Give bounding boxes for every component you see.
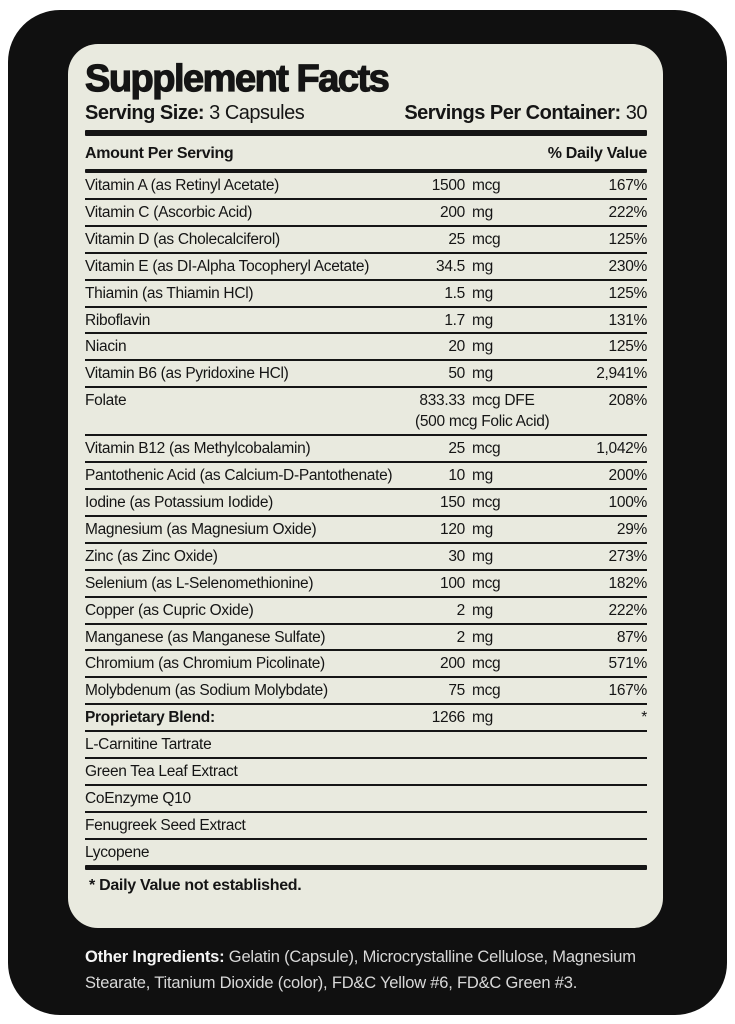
daily-value: 208%: [608, 392, 647, 410]
amount-unit: mg: [472, 709, 493, 727]
daily-value: 571%: [608, 655, 647, 673]
table-row-main: [85, 629, 647, 648]
ingredient-amount: [381, 258, 559, 277]
table-row: [85, 598, 647, 625]
table-row: [85, 200, 647, 227]
table-row: [85, 388, 647, 436]
amount-unit: mg: [472, 338, 493, 356]
ingredient-name: Riboflavin: [85, 311, 151, 329]
table-row: [85, 436, 647, 463]
daily-value: *: [641, 709, 647, 727]
amount-value: 100: [440, 574, 465, 592]
amount-value: 75: [448, 682, 465, 700]
ingredient-amount: [381, 204, 559, 223]
ingredient-amount: [381, 682, 559, 701]
ingredient-amount: [381, 338, 559, 357]
daily-value: 200%: [608, 467, 647, 485]
serving-size-label: Serving Size:: [85, 102, 205, 124]
ingredient-name: Fenugreek Seed Extract: [85, 816, 246, 834]
ingredient-amount: [381, 629, 559, 648]
amount-subline: (500 mcg Folic Acid): [415, 413, 550, 431]
amount-value: 20: [448, 338, 465, 356]
table-row-main: [85, 844, 647, 863]
table-row: [85, 463, 647, 490]
ingredient-amount: [381, 231, 559, 250]
table-row: [85, 334, 647, 361]
table-row-main: [85, 709, 647, 728]
table-row-main: [85, 494, 647, 513]
daily-value: 167%: [608, 682, 647, 700]
ingredient-name: Green Tea Leaf Extract: [85, 763, 238, 781]
serving-info-row: [85, 102, 647, 125]
table-row-main: [85, 521, 647, 540]
amount-unit: mcg: [472, 682, 501, 700]
ingredient-name: Selenium (as L-Selenomethionine): [85, 574, 314, 592]
amount-value: 200: [440, 655, 465, 673]
table-header-row: [85, 140, 647, 167]
ingredient-name: Vitamin B12 (as Methylcobalamin): [85, 440, 311, 458]
daily-value: 1,042%: [596, 440, 647, 458]
table-row: [85, 517, 647, 544]
daily-value: 222%: [608, 601, 647, 619]
amount-unit: mg: [472, 203, 493, 221]
daily-value: 2,941%: [596, 365, 647, 383]
table-row: [85, 759, 647, 786]
amount-unit: mg: [472, 520, 493, 538]
ingredient-name: Vitamin B6 (as Pyridoxine HCl): [85, 365, 289, 383]
table-row-main: [85, 392, 647, 411]
table-row: [85, 813, 647, 840]
table-row: [85, 571, 647, 598]
amount-unit: mg: [472, 547, 493, 565]
table-row: [85, 361, 647, 388]
amount-unit: mcg: [472, 440, 501, 458]
amount-unit: mg: [472, 284, 493, 302]
table-row: [85, 840, 647, 865]
amount-unit: mcg DFE: [472, 392, 535, 410]
daily-value: 29%: [616, 520, 647, 538]
ingredient-amount: [381, 365, 559, 384]
amount-value: 833.33: [419, 392, 465, 410]
amount-unit: mg: [472, 365, 493, 383]
daily-value: 100%: [608, 493, 647, 511]
daily-value: 222%: [608, 203, 647, 221]
amount-unit: mg: [472, 628, 493, 646]
servings-per-container: [404, 102, 647, 125]
serving-size: [85, 102, 304, 125]
amount-value: 25: [448, 440, 465, 458]
ingredient-name: Zinc (as Zinc Oxide): [85, 547, 218, 565]
ingredient-name: Niacin: [85, 338, 127, 356]
daily-value: 131%: [608, 311, 647, 329]
ingredient-amount: [381, 285, 559, 304]
ingredient-name: Folate: [85, 392, 127, 410]
ingredient-amount: [381, 177, 559, 196]
amount-unit: mg: [472, 601, 493, 619]
amount-unit: mg: [472, 467, 493, 485]
servings-per-container-label: Servings Per Container:: [404, 102, 621, 124]
ingredient-amount: [381, 392, 559, 411]
ingredient-name: Manganese (as Manganese Sulfate): [85, 628, 326, 646]
ingredient-amount: [381, 602, 559, 621]
ingredient-name: Molybdenum (as Sodium Molybdate): [85, 682, 328, 700]
supplement-facts-panel: [68, 44, 663, 928]
supplement-label-card: [8, 10, 727, 1015]
table-row: [85, 544, 647, 571]
table-row-main: [85, 575, 647, 594]
table-row: [85, 173, 647, 200]
table-row: [85, 281, 647, 308]
facts-rows: [85, 173, 647, 865]
daily-value: 125%: [608, 230, 647, 248]
amount-value: 2: [456, 601, 465, 619]
amount-value: 1.5: [444, 284, 465, 302]
table-row-main: [85, 285, 647, 304]
table-row-main: [85, 231, 647, 250]
table-row-main: [85, 736, 647, 755]
ingredient-amount: [381, 575, 559, 594]
amount-value: 2: [456, 628, 465, 646]
table-row: [85, 705, 647, 732]
ingredient-amount: [381, 467, 559, 486]
divider-thick-top: [85, 130, 647, 136]
amount-unit: mg: [472, 311, 493, 329]
ingredient-amount: [381, 521, 559, 540]
daily-value: 230%: [608, 257, 647, 275]
table-row-main: [85, 790, 647, 809]
daily-value: 273%: [608, 547, 647, 565]
ingredient-amount: [381, 312, 559, 331]
amount-value: 1.7: [444, 311, 465, 329]
amount-value: 120: [440, 520, 465, 538]
table-row: [85, 227, 647, 254]
amount-unit: mg: [472, 257, 493, 275]
ingredient-name: Thiamin (as Thiamin HCl): [85, 284, 254, 302]
serving-size-value: 3 Capsules: [209, 102, 305, 124]
amount-value: 200: [440, 203, 465, 221]
ingredient-name: Magnesium (as Magnesium Oxide): [85, 520, 317, 538]
table-row-main: [85, 682, 647, 701]
other-ingredients-label: Other Ingredients:: [85, 948, 225, 966]
daily-value: 125%: [608, 338, 647, 356]
table-row-main: [85, 365, 647, 384]
daily-value: 182%: [608, 574, 647, 592]
other-ingredients: [85, 945, 690, 996]
ingredient-name: Vitamin D (as Cholecalciferol): [85, 230, 280, 248]
table-row-main: [85, 177, 647, 196]
table-row-main: [85, 258, 647, 277]
ingredient-amount: [381, 440, 559, 459]
table-row: [85, 786, 647, 813]
table-row: [85, 625, 647, 652]
ingredient-name: Iodine (as Potassium Iodide): [85, 493, 274, 511]
amount-unit: mcg: [472, 177, 501, 194]
table-row: [85, 308, 647, 335]
table-row-main: [85, 204, 647, 223]
amount-unit: mcg: [472, 493, 501, 511]
amount-value: 50: [448, 365, 465, 383]
amount-value: 1266: [431, 709, 465, 727]
ingredient-amount: [381, 709, 559, 728]
daily-value-footnote: * Daily Value not established.: [89, 876, 302, 894]
ingredient-amount: [381, 548, 559, 567]
table-row: [85, 651, 647, 678]
servings-per-container-value: 30: [625, 102, 647, 124]
amount-value: 34.5: [436, 257, 465, 275]
ingredient-name: Vitamin C (Ascorbic Acid): [85, 203, 253, 221]
daily-value: 87%: [616, 628, 647, 646]
ingredient-name: Vitamin A (as Retinyl Acetate): [85, 177, 280, 194]
panel-title: Supplement Facts: [85, 58, 389, 100]
table-row-main: [85, 548, 647, 567]
daily-value: 167%: [608, 177, 647, 194]
ingredient-name: Chromium (as Chromium Picolinate): [85, 655, 325, 673]
ingredient-name: L-Carnitine Tartrate: [85, 736, 212, 754]
table-row-main: [85, 440, 647, 459]
amount-value: 150: [440, 493, 465, 511]
amount-value: 25: [448, 230, 465, 248]
table-row-main: [85, 763, 647, 782]
ingredient-name: CoEnzyme Q10: [85, 789, 191, 807]
ingredient-name: Pantothenic Acid (as Calcium-D-Pantothenate): [85, 467, 393, 485]
table-row-main: [85, 312, 647, 331]
amount-value: 30: [448, 547, 465, 565]
daily-value: 125%: [608, 284, 647, 302]
table-row: [85, 490, 647, 517]
table-row: [85, 732, 647, 759]
table-row: [85, 678, 647, 705]
amount-value: 10: [448, 467, 465, 485]
ingredient-amount: [381, 494, 559, 513]
amount-per-serving-header: Amount Per Serving: [85, 145, 234, 162]
amount-unit: mcg: [472, 574, 501, 592]
amount-unit: mcg: [472, 230, 501, 248]
ingredient-name: Proprietary Blend:: [85, 709, 215, 727]
other-ingredients-text: Gelatin (Capsule), Microcrystalline Cellulose, Magnesium Stearate, Titanium Dioxide (color), FD&C Yellow #6, FD&C Green #3.: [85, 948, 636, 992]
ingredient-amount: [381, 655, 559, 674]
table-row-main: [85, 655, 647, 674]
table-row-main: [85, 467, 647, 486]
table-row-main: [85, 338, 647, 357]
table-row-main: [85, 602, 647, 621]
ingredient-name: Vitamin E (as DI-Alpha Tocopheryl Acetate): [85, 257, 370, 275]
ingredient-name: Lycopene: [85, 843, 150, 861]
ingredient-name: Copper (as Cupric Oxide): [85, 601, 254, 619]
amount-unit: mcg: [472, 655, 501, 673]
table-row-main: [85, 817, 647, 836]
table-row: [85, 254, 647, 281]
daily-value-header: % Daily Value: [547, 145, 647, 162]
amount-value: 1500: [431, 177, 465, 194]
